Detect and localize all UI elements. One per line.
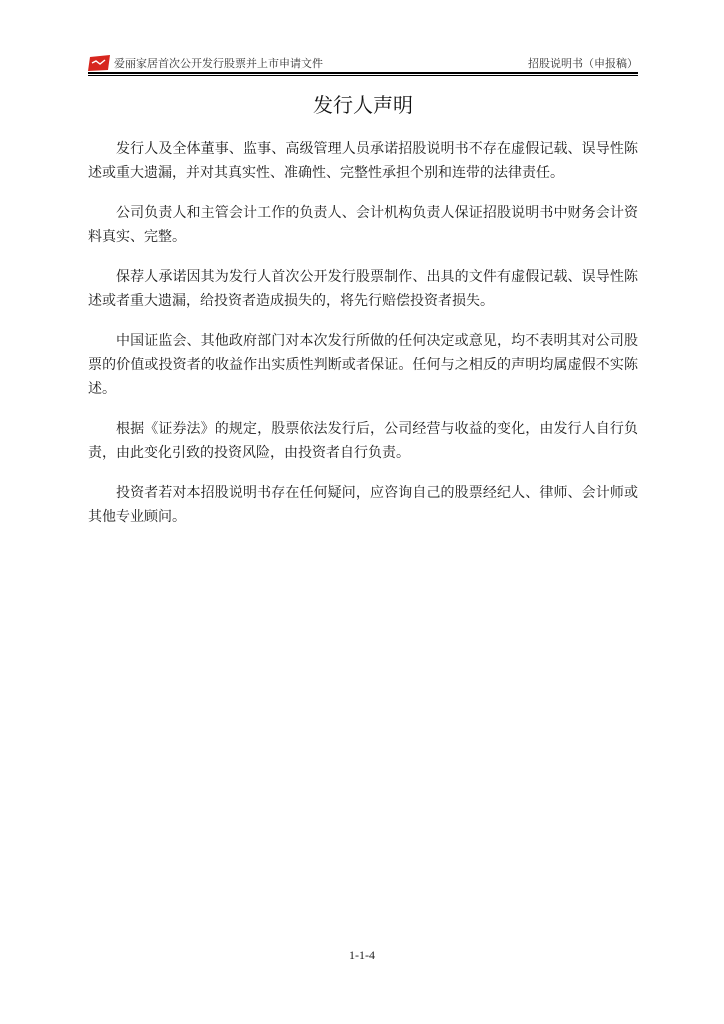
page-header: [88, 53, 638, 75]
paragraph-sponsor-undertaking: 保荐人承诺因其为发行人首次公开发行股票制作、出具的文件有虚假记载、误导性陈述或者重大遗漏，给投资者造成损失的，将先行赔偿投资者损失。: [88, 269, 638, 309]
paragraph-financial-accuracy: 公司负责人和主管会计工作的负责人、会计机构负责人保证招股说明书中财务会计资料真实、完整。: [88, 205, 638, 245]
declaration-body: [88, 137, 638, 545]
header-divider-thick: [88, 72, 638, 74]
header-document-title: 爱丽家居首次公开发行股票并上市申请文件: [114, 57, 323, 70]
page-number: 1-1-4: [349, 948, 375, 962]
red-brand-logo-icon: [88, 55, 110, 71]
page-title: 发行人声明: [313, 93, 413, 117]
paragraph-issuer-undertaking: 发行人及全体董事、监事、高级管理人员承诺招股说明书不存在虚假记载、误导性陈述或重大遗漏，并对其真实性、准确性、完整性承担个别和连带的法律责任。: [88, 141, 638, 181]
paragraph-regulator-disclaimer: 中国证监会、其他政府部门对本次发行所做的任何决定或意见，均不表明其对公司股票的价值或投资者的收益作出实质性判断或者保证。任何与之相反的声明均属虚假不实陈述。: [88, 333, 638, 397]
header-section-title: 招股说明书（申报稿）: [528, 57, 638, 70]
paragraph-securities-law: 根据《证券法》的规定，股票依法发行后，公司经营与收益的变化，由发行人自行负责，由此变化引致的投资风险，由投资者自行负责。: [88, 421, 638, 461]
paragraph-investor-advice: 投资者若对本招股说明书存在任何疑问，应咨询自己的股票经纪人、律师、会计师或其他专业顾问。: [88, 485, 638, 525]
header-divider-thin: [88, 75, 638, 76]
